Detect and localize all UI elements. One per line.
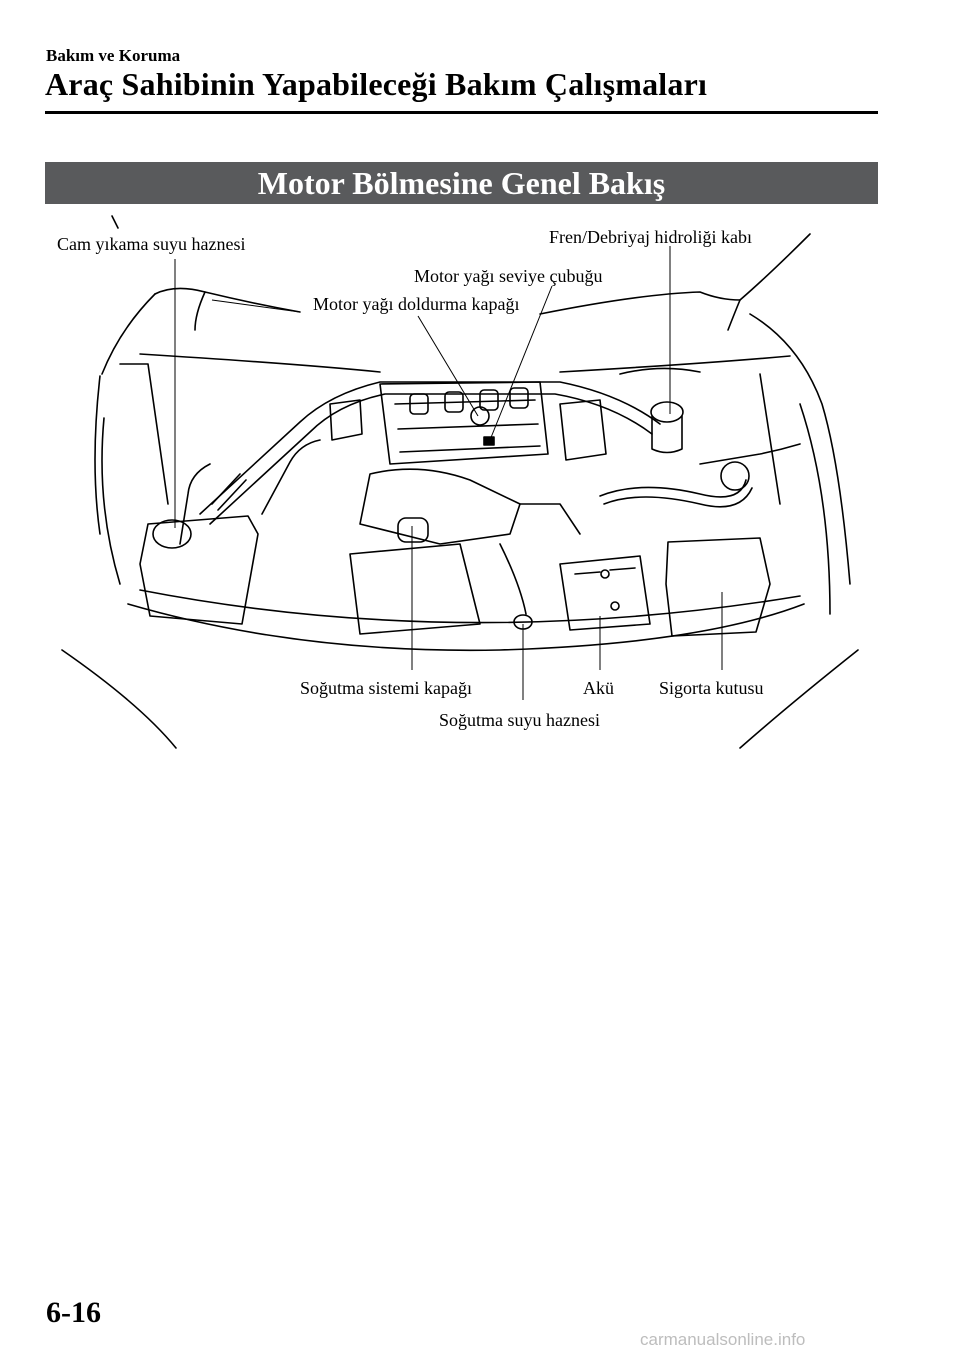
label-fuse-box: Sigorta kutusu	[659, 678, 764, 698]
section-banner: Motor Bölmesine Genel Bakış	[45, 162, 878, 204]
label-brake-clutch-reservoir: Fren/Debriyaj hidroliği kabı	[549, 227, 752, 247]
leader-filler	[418, 316, 478, 416]
label-battery: Akü	[583, 678, 614, 698]
watermark: carmanualsonline.info	[640, 1330, 806, 1349]
label-oil-filler-cap: Motor yağı doldurma kapağı	[313, 294, 520, 314]
label-oil-dipstick: Motor yağı seviye çubuğu	[414, 266, 603, 286]
section-label: Bakım ve Koruma	[46, 46, 181, 65]
label-cooling-cap: Soğutma sistemi kapağı	[300, 678, 472, 698]
engine-bay-diagram	[0, 204, 960, 764]
title-rule	[45, 111, 878, 114]
label-coolant-reservoir: Soğutma suyu haznesi	[439, 710, 600, 730]
page-title: Araç Sahibinin Yapabileceği Bakım Çalışmaları	[45, 66, 708, 102]
label-washer-reservoir: Cam yıkama suyu haznesi	[57, 234, 246, 254]
page-number: 6-16	[46, 1296, 101, 1329]
leader-hood-left	[212, 300, 300, 312]
